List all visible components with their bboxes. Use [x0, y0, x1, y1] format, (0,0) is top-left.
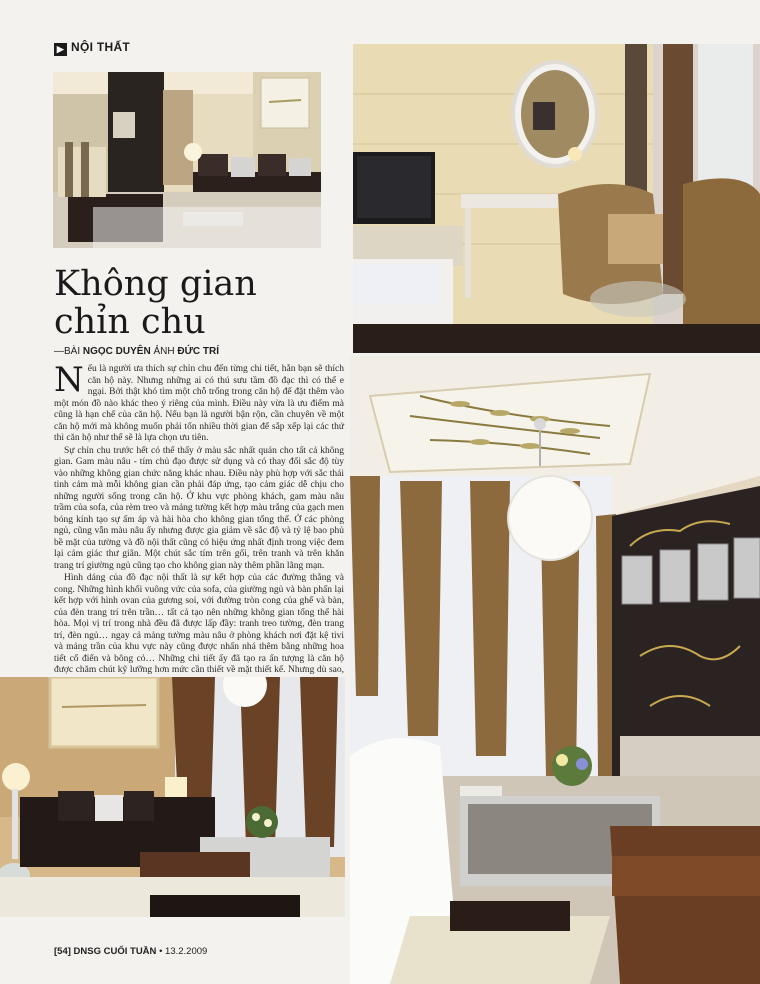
section-label: NỘI THẤT [71, 40, 131, 54]
article-paragraph-1 [54, 360, 344, 445]
issue-date: 13.2.2009 [165, 946, 208, 957]
article-body [54, 360, 344, 701]
paragraph-1-text: ếu là người ưa thích sự chỉn chu đến từng chi tiết, hẳn bạn sẽ thích căn hộ này. Nhưng những ai có thú sưu tầm đồ đạc thì có thể e ngại. Bởi thật khó tìm một chỗ trống trong căn hộ để đặt thêm vào một món đồ nào khác theo ý riêng của mình. Điều này vừa là ưu điểm mà cũng là hạn chế của căn hộ. Nếu bạn là người bận rộn, cần chuyên về một căn hộ mới mà không muốn phải tốn nhiều thời gian để sắp xếp lại các thứ thì căn hộ như thế sẽ là lựa chọn ưu tiên. [54, 364, 344, 443]
publication-name: DNSG CUỐI TUẦN [73, 946, 157, 957]
byline-mid: ẢNH [153, 346, 175, 357]
paragraph-3-text: Hình dáng của đồ đạc nội thất là sự kết hợp của các đường thẳng và cong. Những hình khối vuông vức của sofa, của giường ngủ và bàn phấn lại kết hợp với hình ovan của gương soi, với đường tròn cong của ghế và bàn, của đèn trang trí trên trần… tất cả tạo nên những không gian tổng thể hài hòa. Mọi vị trí trong nhà đều đã được lấp đầy: tranh treo tường, đèn trang trí, đèn ngủ… ngay cả mảng tường màu nâu ở phòng khách nơi đặt kệ tivi và mảng trần của khu vực này cũng được nhấn nhá thêm bằng những hoa tiết cổ điển và bông cỏ… Những chi tiết ấy đã tạo ra ấn tượng là căn hộ được chăm chút kỹ lưỡng hơn mức cần thiết về mặt thiết kế. Nhưng dù sao, [54, 573, 344, 675]
article-paragraph-2: Sự chỉn chu trước hết có thể thấy ở màu sắc nhất quán cho tất cả không gian. Gam màu nâu - tím chủ đạo được sử dụng và có thay đổi sắc độ tùy vào những không gian chức năng khác nhau. Điều này phù hợp với sắc thái tinh cảm mà mỗi không gian cần phải đáp ứng, tạo cảm giác dễ chịu cho những người sống trong căn hộ. Ở khu vực phòng khách, gam màu nâu trầm của sofa, của rèm treo và mảng tường kết hợp màu trắng của gạch men bóng kính tạo sự ấm áp và hài hòa cho không gian tổng thể. Ở các phòng ngủ, cũng vẫn màu nâu ấy nhưng được gia giảm về sắc độ và tỷ lệ bao phủ bề mặt của tường và đồ nội thất cũng có hiệu ứng nhất định trong việc đem lại cảm giác thư giãn. Một chút sắc tím trên gối, trên tranh và trên khăn trang trí giường ngủ cũng tạo cho không gian này thêm phần lãng mạn. [54, 445, 344, 571]
article-title [54, 265, 344, 341]
page-number: [54] [54, 946, 71, 957]
living-room-curtains-photo [0, 677, 345, 917]
bedroom-vanity-mirror-photo [353, 44, 760, 353]
section-arrow-icon: ▶ [54, 43, 67, 56]
title-line-1: Không gian [54, 264, 257, 304]
title-line-2: chỉn chu [54, 302, 206, 342]
byline-prefix: —BÀI [54, 346, 81, 357]
section-tag [54, 40, 130, 56]
footer-bullet: • [159, 946, 163, 957]
drop-cap: N [54, 360, 84, 400]
living-room-chandelier-photo [350, 356, 760, 984]
page-footer [54, 946, 207, 957]
byline-author: NGỌC DUYÊN [82, 346, 151, 357]
byline [54, 346, 219, 357]
living-room-sofa-photo [53, 72, 321, 248]
byline-photographer: ĐỨC TRÍ [177, 346, 220, 357]
